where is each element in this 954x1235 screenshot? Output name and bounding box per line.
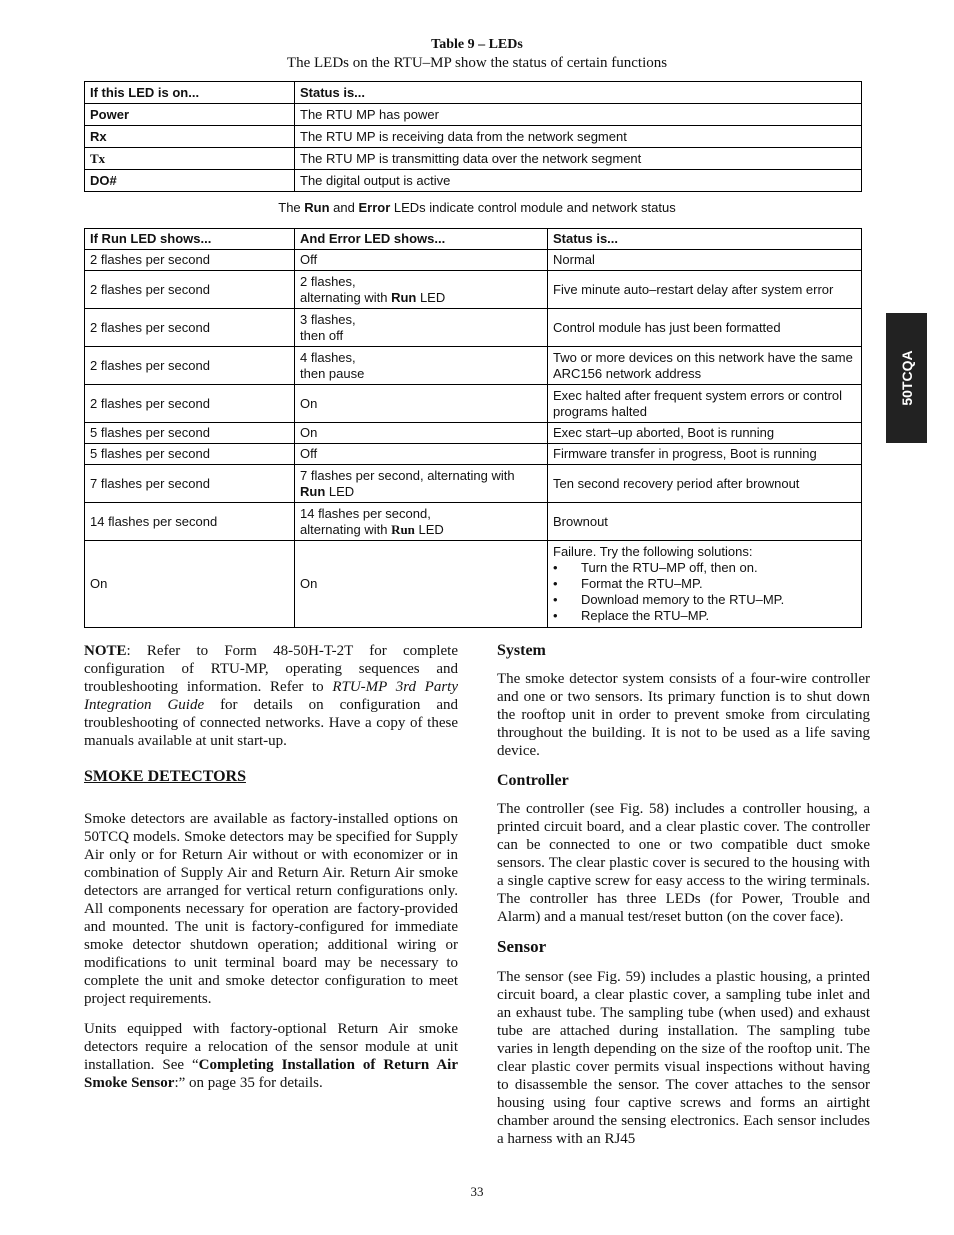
status-cell: Control module has just been formatted bbox=[548, 309, 862, 347]
subsection-heading: Sensor bbox=[497, 937, 547, 956]
header-cell: If this LED is on... bbox=[85, 82, 295, 104]
table-row bbox=[85, 503, 862, 541]
header-cell: And Error LED shows... bbox=[295, 229, 548, 250]
run-cell: 2 flashes per second bbox=[85, 347, 295, 385]
error-cell: 3 flashes, then off bbox=[295, 309, 548, 347]
paragraph: Units equipped with factory-optional Return Air smoke detectors require a relocation of the sensor module at unit installation. See “Completing Installation of Return Air Smoke Sensor:” on page 35 for details. bbox=[84, 1021, 458, 1091]
status-cell: Exec start–up aborted, Boot is running bbox=[548, 423, 862, 444]
status-cell: Normal bbox=[548, 250, 862, 271]
error-cell: 7 flashes per second, alternating with Run LED bbox=[295, 465, 548, 503]
error-cell: 14 flashes per second, alternating with Run LED bbox=[295, 503, 548, 541]
led-status: The RTU MP is receiving data from the network segment bbox=[295, 126, 862, 148]
header-cell: If Run LED shows... bbox=[85, 229, 295, 250]
paragraph: The smoke detector system consists of a four-wire controller and one or two sensors. Its primary function is to shut down the rooftop unit in order to prevent smoke from circulating throughout the building. It is not to be used as a life saving device. bbox=[497, 671, 870, 759]
table-row bbox=[85, 148, 862, 170]
status-cell: Firmware transfer in progress, Boot is running bbox=[548, 444, 862, 465]
table-row bbox=[85, 170, 862, 192]
led-status: The RTU MP is transmitting data over the network segment bbox=[295, 148, 862, 170]
header-cell: Status is... bbox=[548, 229, 862, 250]
led-name: Tx bbox=[85, 148, 295, 170]
led-name: Rx bbox=[85, 126, 295, 148]
table-row bbox=[85, 465, 862, 503]
table-row bbox=[85, 541, 862, 628]
run-error-caption: The Run and Error LEDs indicate control module and network status bbox=[278, 200, 676, 215]
table-row bbox=[85, 347, 862, 385]
status-cell: Failure. Try the following solutions: • Turn the RTU–MP off, then on. • Format the RTU–MP. • Download memory to the RTU–MP. • Replace the RTU–MP. bbox=[548, 541, 862, 628]
led-name: Power bbox=[85, 104, 295, 126]
paragraph: Smoke detectors are available as factory-installed options on 50TCQ models. Smoke detectors may be specified for Supply Air only or for Return Air without or with economizer or in combination of Supply Air and Return Air. Return Air smoke detectors are arranged for vertical return configurations only. All components necessary for operation are factory-provided and mounted. The unit is factory-configured for immediate smoke detector shutdown operation; additional wiring or modifications to unit terminal board may be necessary to complete the unit and smoke detector configuration to meet project requirements. bbox=[84, 811, 458, 1007]
paragraph: The controller (see Fig. 58) includes a controller housing, a printed circuit board, and a clear plastic cover. The controller can be connected to one or two compatible duct smoke sensors. The clear plastic cover is secured to the housing with a single captive screw for easy access to the wiring terminals. The controller has three LEDs (for Power, Trouble and Alarm) and a manual test/reset button (on the cover face). bbox=[497, 801, 870, 925]
table-header-row bbox=[85, 229, 862, 250]
run-cell: On bbox=[85, 541, 295, 628]
table-row bbox=[85, 309, 862, 347]
table-header-row bbox=[85, 82, 862, 104]
error-cell: On bbox=[295, 423, 548, 444]
run-cell: 14 flashes per second bbox=[85, 503, 295, 541]
led-status: The digital output is active bbox=[295, 170, 862, 192]
run-cell: 2 flashes per second bbox=[85, 271, 295, 309]
run-cell: 5 flashes per second bbox=[85, 423, 295, 444]
status-cell: Five minute auto–restart delay after system error bbox=[548, 271, 862, 309]
table-title: Table 9 – LEDs bbox=[431, 37, 523, 52]
right-column bbox=[497, 642, 870, 1160]
solutions-list bbox=[553, 560, 856, 624]
error-cell: 4 flashes, then pause bbox=[295, 347, 548, 385]
error-cell: 2 flashes, alternating with Run LED bbox=[295, 271, 548, 309]
run-error-table bbox=[84, 228, 862, 628]
header-cell: Status is... bbox=[295, 82, 862, 104]
subsection-heading: Controller bbox=[497, 772, 569, 789]
error-cell: Off bbox=[295, 250, 548, 271]
table-row bbox=[85, 385, 862, 423]
error-cell: Off bbox=[295, 444, 548, 465]
error-cell: On bbox=[295, 385, 548, 423]
table-row bbox=[85, 423, 862, 444]
status-cell: Two or more devices on this network have the same ARC156 network address bbox=[548, 347, 862, 385]
run-cell: 5 flashes per second bbox=[85, 444, 295, 465]
table-row bbox=[85, 444, 862, 465]
list-item: • Replace the RTU–MP. bbox=[553, 608, 856, 624]
table-row bbox=[85, 250, 862, 271]
list-item: • Format the RTU–MP. bbox=[553, 576, 856, 592]
list-item: • Download memory to the RTU–MP. bbox=[553, 592, 856, 608]
subsection-heading: System bbox=[497, 642, 546, 659]
run-cell: 7 flashes per second bbox=[85, 465, 295, 503]
table-row bbox=[85, 126, 862, 148]
led-status: The RTU MP has power bbox=[295, 104, 862, 126]
status-cell: Ten second recovery period after brownout bbox=[548, 465, 862, 503]
left-column bbox=[84, 642, 458, 1104]
table-row bbox=[85, 104, 862, 126]
run-cell: 2 flashes per second bbox=[85, 309, 295, 347]
led-name: DO# bbox=[85, 170, 295, 192]
side-tab: 50TCQA bbox=[886, 313, 927, 443]
status-cell: Exec halted after frequent system errors or control programs halted bbox=[548, 385, 862, 423]
paragraph: The sensor (see Fig. 59) includes a plastic housing, a printed circuit board, a clear plastic cover, a sampling tube inlet and an exhaust tube. The sampling tube (when used) and exhaust tube are attached during installation. The sampling tube varies in length depending on the size of the rooftop unit. The clear plastic cover permits visual inspections without having to disassemble the sensor. The cover attaches to the sensor housing using four captive screws and forms an airtight chamber around the sensing electronics. Each sensor includes a harness with an RJ45 bbox=[497, 969, 870, 1147]
page-number: 33 bbox=[470, 1184, 484, 1199]
table-row bbox=[85, 271, 862, 309]
run-cell: 2 flashes per second bbox=[85, 385, 295, 423]
error-cell: On bbox=[295, 541, 548, 628]
led-table bbox=[84, 81, 862, 192]
run-cell: 2 flashes per second bbox=[85, 250, 295, 271]
list-item: • Turn the RTU–MP off, then on. bbox=[553, 560, 856, 576]
note-paragraph: NOTE: Refer to Form 48-50H-T-2T for complete configuration of RTU-MP, operating sequences and troubleshooting information. Refer to RTU-MP 3rd Party Integration Guide for details on configuration and troubleshooting of connected networks. Have a copy of these manuals available at unit start-up. bbox=[84, 643, 458, 749]
status-cell: Brownout bbox=[548, 503, 862, 541]
section-heading: SMOKE DETECTORS bbox=[84, 768, 246, 785]
table-subtitle: The LEDs on the RTU–MP show the status of certain functions bbox=[286, 55, 668, 71]
